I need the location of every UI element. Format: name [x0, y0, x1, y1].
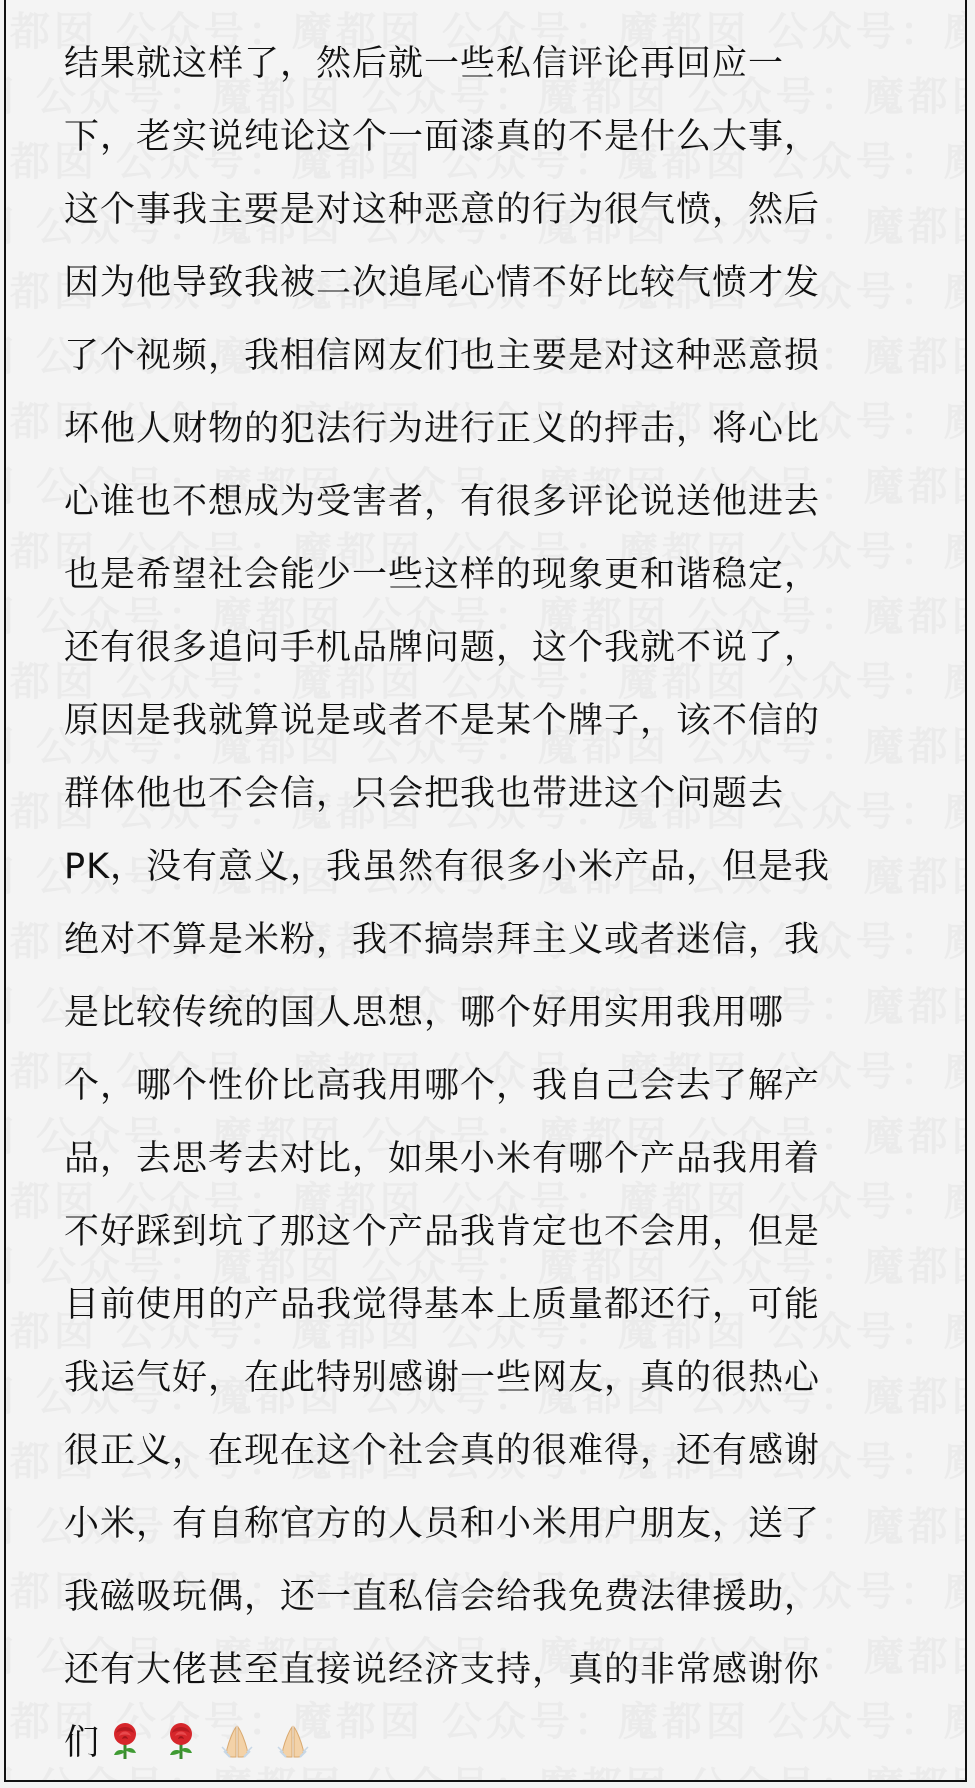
- text-line: 不好踩到坑了那这个产品我肯定也不会用，但是: [64, 1212, 821, 1252]
- folded-hands-icon: [274, 1721, 312, 1761]
- text-line: 目前使用的产品我觉得基本上质量都还行，可能: [64, 1285, 821, 1325]
- text-line: 小米，有自称官方的人员和小米用户朋友，送了: [64, 1504, 821, 1544]
- text-line: 群体他也不会信，只会把我也带进这个问题去: [64, 774, 785, 814]
- text-line: 还有很多追问手机品牌问题，这个我就不说了，: [64, 628, 821, 668]
- article-body: [64, 28, 924, 1780]
- text-line: 绝对不算是米粉，我不搞崇拜主义或者迷信，我: [64, 920, 821, 960]
- text-line: 这个事我主要是对这种恶意的行为很气愤，然后: [64, 190, 821, 230]
- text-line: 结果就这样了，然后就一些私信评论再回应一: [64, 44, 785, 84]
- text-line: 还有大佬甚至直接说经济支持，真的非常感谢你: [64, 1650, 821, 1690]
- folded-hands-icon: [218, 1721, 256, 1761]
- text-line: 了个视频，我相信网友们也主要是对这种恶意损: [64, 336, 821, 376]
- text-line: 也是希望社会能少一些这样的现象更和谐稳定，: [64, 555, 821, 595]
- text-line: 是比较传统的国人思想，哪个好用实用我用哪: [64, 993, 785, 1033]
- text-line: 个，哪个性价比高我用哪个，我自己会去了解产: [64, 1066, 821, 1106]
- text-line-last: [64, 1707, 924, 1780]
- last-line-text: 们: [64, 1723, 101, 1763]
- rose-icon: [162, 1721, 200, 1761]
- text-line: 因为他导致我被二次追尾心情不好比较气愤才发: [64, 263, 821, 303]
- text-line: 品，去思考去对比，如果小米有哪个产品我用着: [64, 1139, 821, 1179]
- text-line: 原因是我就算说是或者不是某个牌子，该不信的: [64, 701, 821, 741]
- text-line: 很正义，在现在这个社会真的很难得，还有感谢: [64, 1431, 821, 1471]
- text-line: 我运气好，在此特别感谢一些网友，真的很热心: [64, 1358, 821, 1398]
- text-line: 我磁吸玩偶，还一直私信会给我免费法律援助，: [64, 1577, 821, 1617]
- text-line: 心谁也不想成为受害者，有很多评论说送他进去: [64, 482, 821, 522]
- text-line: PK，没有意义，我虽然有很多小米产品，但是我: [64, 847, 831, 887]
- screenshot-frame: [4, 0, 967, 1782]
- text-line: 下，老实说纯论这个一面漆真的不是什么大事，: [64, 117, 821, 157]
- emoji-row: [100, 1708, 312, 1781]
- text-line: 坏他人财物的犯法行为进行正义的抨击，将心比: [64, 409, 821, 449]
- rose-icon: [106, 1721, 144, 1761]
